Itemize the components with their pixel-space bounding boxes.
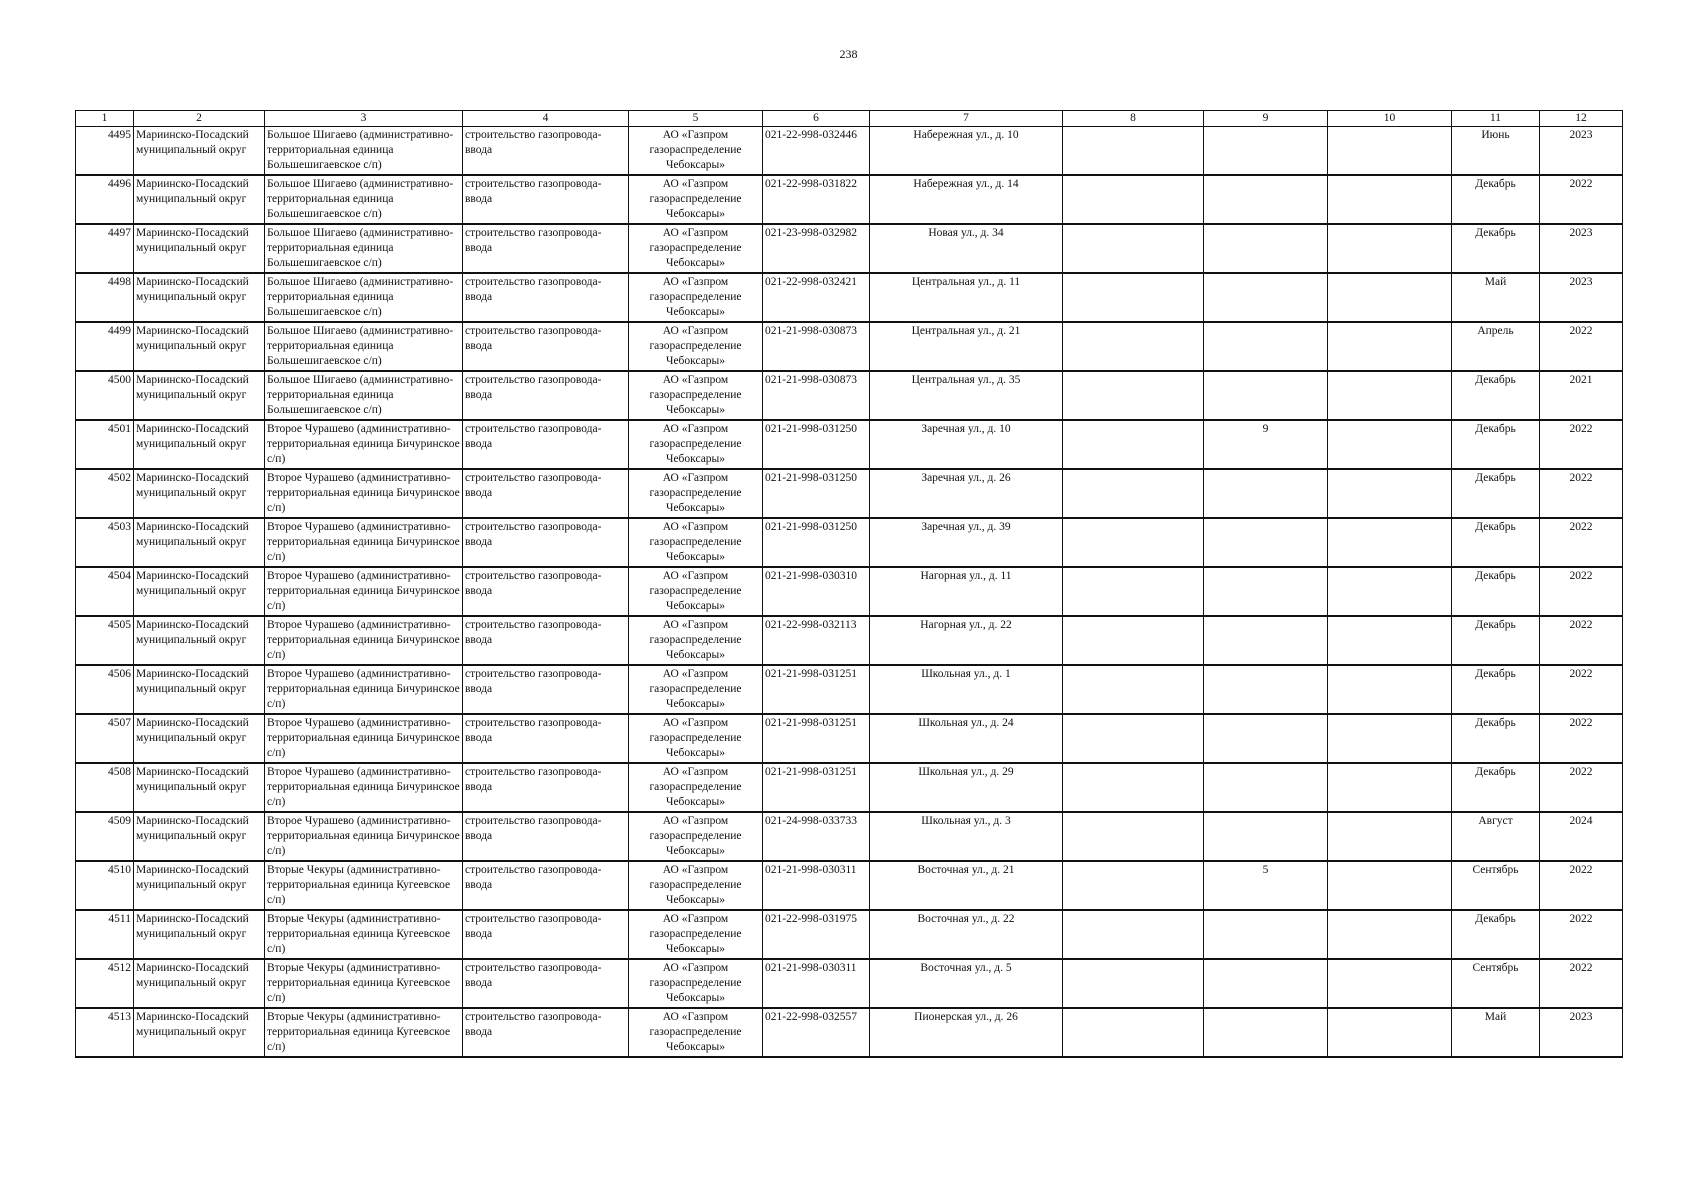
table-row [76, 420, 1623, 469]
column-8-cell [1063, 616, 1204, 665]
column-10-cell [1328, 812, 1452, 861]
column-8-cell [1063, 224, 1204, 273]
work-type-cell: строительство газопровода-ввода [463, 273, 629, 322]
row-number-cell: 4497 [76, 224, 134, 273]
organization-cell: АО «Газпром газораспределение Чебоксары» [629, 469, 763, 518]
municipality-cell: Мариинско-Посадский муниципальный округ [134, 763, 265, 812]
table-row [76, 616, 1623, 665]
object-code-cell: 021-22-998-032113 [763, 616, 870, 665]
column-header: 2 [134, 111, 265, 127]
column-10-cell [1328, 616, 1452, 665]
object-code-cell: 021-21-998-031251 [763, 714, 870, 763]
column-9-cell: 5 [1204, 861, 1328, 910]
column-header: 8 [1063, 111, 1204, 127]
work-type-cell: строительство газопровода-ввода [463, 175, 629, 224]
settlement-cell: Вторые Чекуры (административно-территориальная единица Кугеевское с/п) [265, 910, 463, 959]
month-cell: Декабрь [1452, 371, 1540, 420]
object-code-cell: 021-23-998-032982 [763, 224, 870, 273]
settlement-cell: Вторые Чекуры (административно-территориальная единица Кугеевское с/п) [265, 861, 463, 910]
column-8-cell [1063, 518, 1204, 567]
column-9-cell [1204, 371, 1328, 420]
year-cell: 2023 [1540, 273, 1623, 322]
object-code-cell: 021-24-998-033733 [763, 812, 870, 861]
column-8-cell [1063, 322, 1204, 371]
settlement-cell: Второе Чурашево (административно-территориальная единица Бичуринское с/п) [265, 616, 463, 665]
table-row [76, 763, 1623, 812]
row-number-cell: 4502 [76, 469, 134, 518]
settlement-cell: Большое Шигаево (административно-территориальная единица Большешигаевское с/п) [265, 322, 463, 371]
column-10-cell [1328, 518, 1452, 567]
column-9-cell [1204, 273, 1328, 322]
settlement-cell: Вторые Чекуры (административно-территориальная единица Кугеевское с/п) [265, 959, 463, 1008]
table-row [76, 224, 1623, 273]
address-cell: Нагорная ул., д. 11 [870, 567, 1063, 616]
column-9-cell: 9 [1204, 420, 1328, 469]
address-cell: Заречная ул., д. 26 [870, 469, 1063, 518]
object-code-cell: 021-22-998-031822 [763, 175, 870, 224]
month-cell: Декабрь [1452, 763, 1540, 812]
month-cell: Декабрь [1452, 665, 1540, 714]
column-10-cell [1328, 910, 1452, 959]
object-code-cell: 021-21-998-031250 [763, 420, 870, 469]
year-cell: 2022 [1540, 469, 1623, 518]
row-number-cell: 4506 [76, 665, 134, 714]
column-10-cell [1328, 763, 1452, 812]
column-header: 6 [763, 111, 870, 127]
table-row [76, 861, 1623, 910]
object-code-cell: 021-22-998-032557 [763, 1008, 870, 1057]
column-9-cell [1204, 567, 1328, 616]
month-cell: Декабрь [1452, 175, 1540, 224]
table-row [76, 469, 1623, 518]
column-header: 12 [1540, 111, 1623, 127]
address-cell: Набережная ул., д. 10 [870, 127, 1063, 176]
month-cell: Декабрь [1452, 616, 1540, 665]
column-number-header-row [76, 111, 1623, 127]
address-cell: Школьная ул., д. 3 [870, 812, 1063, 861]
year-cell: 2022 [1540, 763, 1623, 812]
year-cell: 2023 [1540, 1008, 1623, 1057]
municipality-cell: Мариинско-Посадский муниципальный округ [134, 861, 265, 910]
row-number-cell: 4510 [76, 861, 134, 910]
work-type-cell: строительство газопровода-ввода [463, 420, 629, 469]
municipality-cell: Мариинско-Посадский муниципальный округ [134, 567, 265, 616]
table-row [76, 371, 1623, 420]
row-number-cell: 4496 [76, 175, 134, 224]
work-type-cell: строительство газопровода-ввода [463, 322, 629, 371]
organization-cell: АО «Газпром газораспределение Чебоксары» [629, 714, 763, 763]
work-type-cell: строительство газопровода-ввода [463, 665, 629, 714]
column-9-cell [1204, 812, 1328, 861]
settlement-cell: Вторые Чекуры (административно-территориальная единица Кугеевское с/п) [265, 1008, 463, 1057]
organization-cell: АО «Газпром газораспределение Чебоксары» [629, 567, 763, 616]
column-8-cell [1063, 273, 1204, 322]
year-cell: 2022 [1540, 665, 1623, 714]
settlement-cell: Большое Шигаево (административно-территориальная единица Большешигаевское с/п) [265, 273, 463, 322]
column-8-cell [1063, 1008, 1204, 1057]
year-cell: 2022 [1540, 518, 1623, 567]
address-cell: Нагорная ул., д. 22 [870, 616, 1063, 665]
column-header: 10 [1328, 111, 1452, 127]
municipality-cell: Мариинско-Посадский муниципальный округ [134, 1008, 265, 1057]
object-code-cell: 021-22-998-031975 [763, 910, 870, 959]
object-code-cell: 021-22-998-032421 [763, 273, 870, 322]
table-row [76, 665, 1623, 714]
organization-cell: АО «Газпром газораспределение Чебоксары» [629, 910, 763, 959]
table-row [76, 812, 1623, 861]
address-cell: Центральная ул., д. 21 [870, 322, 1063, 371]
municipality-cell: Мариинско-Посадский муниципальный округ [134, 616, 265, 665]
work-type-cell: строительство газопровода-ввода [463, 714, 629, 763]
column-10-cell [1328, 273, 1452, 322]
column-10-cell [1328, 861, 1452, 910]
settlement-cell: Второе Чурашево (административно-территориальная единица Бичуринское с/п) [265, 812, 463, 861]
column-10-cell [1328, 127, 1452, 176]
column-8-cell [1063, 812, 1204, 861]
month-cell: Август [1452, 812, 1540, 861]
municipality-cell: Мариинско-Посадский муниципальный округ [134, 469, 265, 518]
row-number-cell: 4508 [76, 763, 134, 812]
municipality-cell: Мариинско-Посадский муниципальный округ [134, 420, 265, 469]
year-cell: 2022 [1540, 861, 1623, 910]
municipality-cell: Мариинско-Посадский муниципальный округ [134, 127, 265, 176]
column-8-cell [1063, 371, 1204, 420]
work-type-cell: строительство газопровода-ввода [463, 518, 629, 567]
row-number-cell: 4503 [76, 518, 134, 567]
organization-cell: АО «Газпром газораспределение Чебоксары» [629, 763, 763, 812]
column-9-cell [1204, 763, 1328, 812]
row-number-cell: 4513 [76, 1008, 134, 1057]
work-type-cell: строительство газопровода-ввода [463, 910, 629, 959]
organization-cell: АО «Газпром газораспределение Чебоксары» [629, 273, 763, 322]
organization-cell: АО «Газпром газораспределение Чебоксары» [629, 812, 763, 861]
column-10-cell [1328, 665, 1452, 714]
settlement-cell: Второе Чурашево (административно-территориальная единица Бичуринское с/п) [265, 469, 463, 518]
object-code-cell: 021-22-998-032446 [763, 127, 870, 176]
row-number-cell: 4501 [76, 420, 134, 469]
municipality-cell: Мариинско-Посадский муниципальный округ [134, 959, 265, 1008]
month-cell: Декабрь [1452, 469, 1540, 518]
settlement-cell: Второе Чурашево (административно-территориальная единица Бичуринское с/п) [265, 714, 463, 763]
month-cell: Декабрь [1452, 518, 1540, 567]
month-cell: Сентябрь [1452, 861, 1540, 910]
column-header: 7 [870, 111, 1063, 127]
column-8-cell [1063, 420, 1204, 469]
month-cell: Декабрь [1452, 420, 1540, 469]
object-code-cell: 021-21-998-031250 [763, 469, 870, 518]
address-cell: Восточная ул., д. 21 [870, 861, 1063, 910]
column-8-cell [1063, 959, 1204, 1008]
column-header: 5 [629, 111, 763, 127]
settlement-cell: Большое Шигаево (административно-территориальная единица Большешигаевское с/п) [265, 224, 463, 273]
settlement-cell: Второе Чурашево (административно-территориальная единица Бичуринское с/п) [265, 763, 463, 812]
year-cell: 2022 [1540, 959, 1623, 1008]
column-header: 3 [265, 111, 463, 127]
year-cell: 2023 [1540, 127, 1623, 176]
month-cell: Апрель [1452, 322, 1540, 371]
column-10-cell [1328, 371, 1452, 420]
work-type-cell: строительство газопровода-ввода [463, 224, 629, 273]
column-8-cell [1063, 127, 1204, 176]
object-code-cell: 021-21-998-030873 [763, 322, 870, 371]
column-9-cell [1204, 469, 1328, 518]
year-cell: 2024 [1540, 812, 1623, 861]
column-9-cell [1204, 910, 1328, 959]
column-10-cell [1328, 1008, 1452, 1057]
organization-cell: АО «Газпром газораспределение Чебоксары» [629, 420, 763, 469]
column-header: 4 [463, 111, 629, 127]
work-type-cell: строительство газопровода-ввода [463, 567, 629, 616]
settlement-cell: Второе Чурашево (административно-территориальная единица Бичуринское с/п) [265, 665, 463, 714]
row-number-cell: 4507 [76, 714, 134, 763]
month-cell: Декабрь [1452, 910, 1540, 959]
year-cell: 2022 [1540, 420, 1623, 469]
column-9-cell [1204, 714, 1328, 763]
table-row [76, 518, 1623, 567]
work-type-cell: строительство газопровода-ввода [463, 371, 629, 420]
table-row [76, 127, 1623, 176]
column-header: 9 [1204, 111, 1328, 127]
year-cell: 2022 [1540, 616, 1623, 665]
settlement-cell: Большое Шигаево (административно-территориальная единица Большешигаевское с/п) [265, 175, 463, 224]
table-row [76, 322, 1623, 371]
address-cell: Новая ул., д. 34 [870, 224, 1063, 273]
table-row [76, 273, 1623, 322]
organization-cell: АО «Газпром газораспределение Чебоксары» [629, 518, 763, 567]
address-cell: Набережная ул., д. 14 [870, 175, 1063, 224]
column-8-cell [1063, 665, 1204, 714]
row-number-cell: 4500 [76, 371, 134, 420]
table-row [76, 910, 1623, 959]
column-10-cell [1328, 567, 1452, 616]
municipality-cell: Мариинско-Посадский муниципальный округ [134, 910, 265, 959]
settlement-cell: Второе Чурашево (административно-территориальная единица Бичуринское с/п) [265, 420, 463, 469]
work-type-cell: строительство газопровода-ввода [463, 469, 629, 518]
object-code-cell: 021-21-998-030311 [763, 959, 870, 1008]
gasification-register-table [75, 110, 1623, 1058]
municipality-cell: Мариинско-Посадский муниципальный округ [134, 665, 265, 714]
object-code-cell: 021-21-998-030873 [763, 371, 870, 420]
table-row [76, 959, 1623, 1008]
column-9-cell [1204, 127, 1328, 176]
address-cell: Школьная ул., д. 29 [870, 763, 1063, 812]
month-cell: Июнь [1452, 127, 1540, 176]
municipality-cell: Мариинско-Посадский муниципальный округ [134, 812, 265, 861]
municipality-cell: Мариинско-Посадский муниципальный округ [134, 518, 265, 567]
organization-cell: АО «Газпром газораспределение Чебоксары» [629, 371, 763, 420]
month-cell: Май [1452, 273, 1540, 322]
object-code-cell: 021-21-998-031251 [763, 665, 870, 714]
organization-cell: АО «Газпром газораспределение Чебоксары» [629, 127, 763, 176]
column-8-cell [1063, 910, 1204, 959]
column-10-cell [1328, 469, 1452, 518]
settlement-cell: Второе Чурашево (административно-территориальная единица Бичуринское с/п) [265, 567, 463, 616]
table-row [76, 1008, 1623, 1057]
month-cell: Декабрь [1452, 224, 1540, 273]
organization-cell: АО «Газпром газораспределение Чебоксары» [629, 616, 763, 665]
organization-cell: АО «Газпром газораспределение Чебоксары» [629, 959, 763, 1008]
row-number-cell: 4509 [76, 812, 134, 861]
column-8-cell [1063, 763, 1204, 812]
object-code-cell: 021-21-998-031251 [763, 763, 870, 812]
row-number-cell: 4499 [76, 322, 134, 371]
column-10-cell [1328, 714, 1452, 763]
settlement-cell: Большое Шигаево (административно-территориальная единица Большешигаевское с/п) [265, 127, 463, 176]
address-cell: Центральная ул., д. 35 [870, 371, 1063, 420]
work-type-cell: строительство газопровода-ввода [463, 959, 629, 1008]
row-number-cell: 4495 [76, 127, 134, 176]
column-9-cell [1204, 175, 1328, 224]
work-type-cell: строительство газопровода-ввода [463, 763, 629, 812]
column-8-cell [1063, 714, 1204, 763]
address-cell: Заречная ул., д. 10 [870, 420, 1063, 469]
column-9-cell [1204, 322, 1328, 371]
work-type-cell: строительство газопровода-ввода [463, 616, 629, 665]
column-9-cell [1204, 959, 1328, 1008]
column-9-cell [1204, 518, 1328, 567]
organization-cell: АО «Газпром газораспределение Чебоксары» [629, 175, 763, 224]
column-8-cell [1063, 469, 1204, 518]
page-number: 238 [839, 47, 858, 61]
column-10-cell [1328, 224, 1452, 273]
row-number-cell: 4511 [76, 910, 134, 959]
object-code-cell: 021-21-998-030310 [763, 567, 870, 616]
month-cell: Декабрь [1452, 714, 1540, 763]
column-8-cell [1063, 175, 1204, 224]
address-cell: Центральная ул., д. 11 [870, 273, 1063, 322]
organization-cell: АО «Газпром газораспределение Чебоксары» [629, 1008, 763, 1057]
organization-cell: АО «Газпром газораспределение Чебоксары» [629, 665, 763, 714]
column-9-cell [1204, 616, 1328, 665]
month-cell: Сентябрь [1452, 959, 1540, 1008]
organization-cell: АО «Газпром газораспределение Чебоксары» [629, 224, 763, 273]
object-code-cell: 021-21-998-031250 [763, 518, 870, 567]
address-cell: Восточная ул., д. 5 [870, 959, 1063, 1008]
column-10-cell [1328, 322, 1452, 371]
column-header: 1 [76, 111, 134, 127]
municipality-cell: Мариинско-Посадский муниципальный округ [134, 714, 265, 763]
column-10-cell [1328, 175, 1452, 224]
column-10-cell [1328, 959, 1452, 1008]
address-cell: Школьная ул., д. 1 [870, 665, 1063, 714]
municipality-cell: Мариинско-Посадский муниципальный округ [134, 371, 265, 420]
column-10-cell [1328, 420, 1452, 469]
month-cell: Май [1452, 1008, 1540, 1057]
row-number-cell: 4498 [76, 273, 134, 322]
row-number-cell: 4504 [76, 567, 134, 616]
organization-cell: АО «Газпром газораспределение Чебоксары» [629, 322, 763, 371]
year-cell: 2022 [1540, 175, 1623, 224]
table-row [76, 175, 1623, 224]
year-cell: 2023 [1540, 224, 1623, 273]
municipality-cell: Мариинско-Посадский муниципальный округ [134, 175, 265, 224]
municipality-cell: Мариинско-Посадский муниципальный округ [134, 273, 265, 322]
column-header: 11 [1452, 111, 1540, 127]
year-cell: 2021 [1540, 371, 1623, 420]
address-cell: Школьная ул., д. 24 [870, 714, 1063, 763]
settlement-cell: Большое Шигаево (административно-территориальная единица Большешигаевское с/п) [265, 371, 463, 420]
column-9-cell [1204, 665, 1328, 714]
address-cell: Пионерская ул., д. 26 [870, 1008, 1063, 1057]
table-row [76, 714, 1623, 763]
object-code-cell: 021-21-998-030311 [763, 861, 870, 910]
municipality-cell: Мариинско-Посадский муниципальный округ [134, 224, 265, 273]
row-number-cell: 4512 [76, 959, 134, 1008]
work-type-cell: строительство газопровода-ввода [463, 1008, 629, 1057]
month-cell: Декабрь [1452, 567, 1540, 616]
year-cell: 2022 [1540, 714, 1623, 763]
municipality-cell: Мариинско-Посадский муниципальный округ [134, 322, 265, 371]
column-9-cell [1204, 224, 1328, 273]
address-cell: Заречная ул., д. 39 [870, 518, 1063, 567]
year-cell: 2022 [1540, 567, 1623, 616]
year-cell: 2022 [1540, 322, 1623, 371]
table-row [76, 567, 1623, 616]
year-cell: 2022 [1540, 910, 1623, 959]
column-8-cell [1063, 567, 1204, 616]
work-type-cell: строительство газопровода-ввода [463, 127, 629, 176]
organization-cell: АО «Газпром газораспределение Чебоксары» [629, 861, 763, 910]
address-cell: Восточная ул., д. 22 [870, 910, 1063, 959]
row-number-cell: 4505 [76, 616, 134, 665]
work-type-cell: строительство газопровода-ввода [463, 812, 629, 861]
work-type-cell: строительство газопровода-ввода [463, 861, 629, 910]
column-9-cell [1204, 1008, 1328, 1057]
table-body [76, 127, 1623, 1058]
column-8-cell [1063, 861, 1204, 910]
settlement-cell: Второе Чурашево (административно-территориальная единица Бичуринское с/п) [265, 518, 463, 567]
